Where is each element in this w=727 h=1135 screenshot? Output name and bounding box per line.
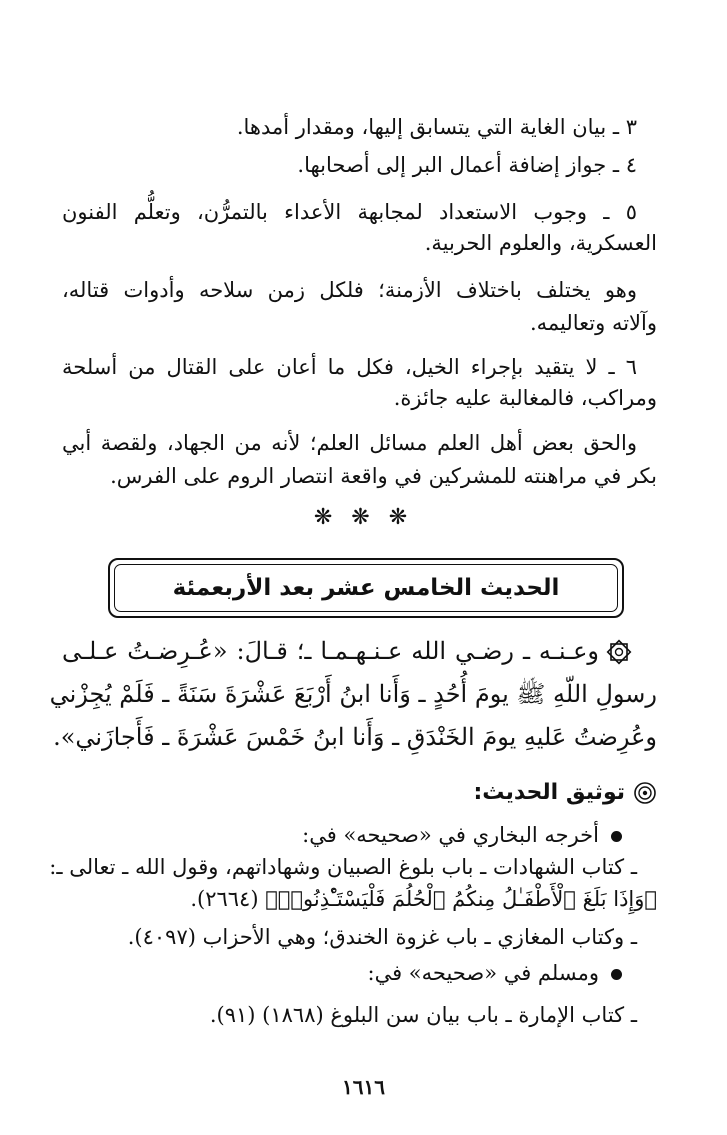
takhrij-muslim	[368, 958, 622, 988]
takhrij-bukhari-text: أخرجه البخاري في «صحيحه» في:	[302, 823, 599, 847]
paragraph-b-line2: بكر في مراهنته للمشركين في واقعة انتصار الروم على الفرس.	[110, 464, 657, 488]
hadith-text-line2: رسولِ اللّهِ ﷺ يومَ أُحُدٍ ـ وَأَنا ابنُ أَرْبَعَ عَشْرَةَ سَنَةً ـ فَلَمْ يُجِزْني	[49, 680, 657, 708]
hadith-text-line1: وعـنـه ـ رضـي الله عـنـهـمـا ـ؛ قـالَ: «عُـرِضـتُ عـلـى	[62, 637, 599, 665]
takhrij-quran-verse: ﴿وَإِذَا بَلَغَ ٱلْأَطْفَـٰلُ مِنكُمُ ٱلْحُلُمَ فَلْيَسْتَـْٔذِنُوا۟﴾ (٢٦٦٤).	[190, 887, 657, 911]
ornament-flower-icon	[633, 781, 657, 805]
paragraph-a-line1: وهو يختلف باختلاف الأزمنة؛ فلكل زمن سلاحه وأدوات قتاله،	[62, 278, 637, 302]
hadith-text-line3: وعُرِضتُ عَليهِ يومَ الخَنْدَقِ ـ وَأَنا ابنُ خَمْسَ عَشْرَةَ ـ فَأَجازَني».	[53, 723, 657, 751]
lesson-item-5-line1: ٥ ـ وجوب الاستعداد لمجابهة الأعداء بالتمرُّن، وتعلُّم الفنون	[62, 200, 637, 224]
lesson-item-3: ٣ ـ بيان الغاية التي يتسابق إليها، ومقدار أمدها.	[236, 115, 637, 139]
lesson-item-5-line2: العسكرية، والعلوم الحربية.	[424, 231, 657, 255]
takhrij-book-imara: ـ كتاب الإمارة ـ باب بيان سن البلوغ (١٨٦٨) (٩١).	[209, 1003, 637, 1027]
takhrij-heading	[474, 780, 658, 805]
section-separator: ❋ ❋ ❋	[313, 505, 414, 530]
paragraph-a-line2: وآلاته وتعاليمه.	[529, 311, 657, 335]
ornament-star-icon	[604, 637, 634, 667]
takhrij-heading-text: توثيق الحديث:	[473, 780, 625, 805]
page-number: ١٦١٦	[342, 1075, 385, 1099]
lesson-item-6-line1: ٦ ـ لا يتقيد بإجراء الخيل، فكل ما أعان على القتال من أسلحة	[62, 355, 637, 379]
paragraph-b-line1: والحق بعض أهل العلم مسائل العلم؛ لأنه من الجهاد، ولقصة أبي	[62, 431, 637, 455]
bullet-dot	[611, 969, 622, 980]
takhrij-bukhari	[302, 820, 622, 850]
takhrij-book-shahadat: ـ كتاب الشهادات ـ باب بلوغ الصبيان وشهاداتهم، وقول الله ـ تعالى ـ:	[49, 855, 637, 879]
takhrij-book-maghazi: ـ وكتاب المغازي ـ باب غزوة الخندق؛ وهي الأحزاب (٤٠٩٧).	[127, 925, 637, 949]
takhrij-muslim-text: ومسلم في «صحيحه» في:	[367, 961, 599, 985]
bullet-dot	[611, 831, 622, 842]
lesson-item-6-line2: ومراكب، فالمغالبة عليه جائزة.	[393, 386, 657, 410]
lesson-item-4: ٤ ـ جواز إضافة أعمال البر إلى أصحابها.	[297, 153, 637, 177]
hadith-title-frame	[108, 558, 624, 618]
hadith-title: الحديث الخامس عشر بعد الأربعمئة	[172, 575, 560, 601]
